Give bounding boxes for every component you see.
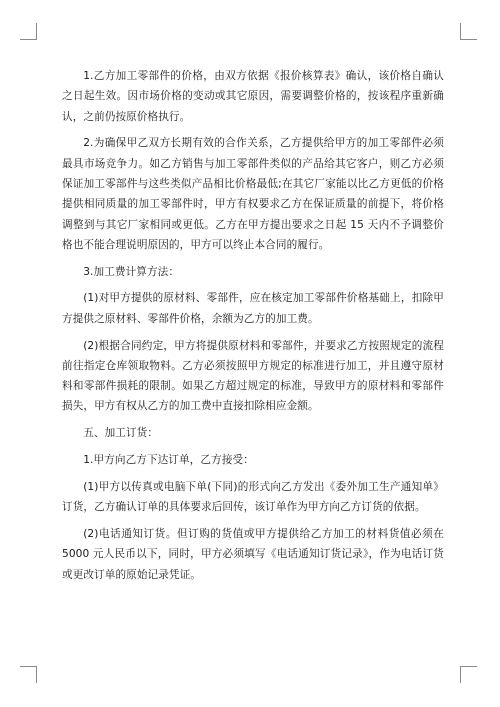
section-heading-ordering: 五、加工订货： (83, 427, 159, 440)
document-body (62, 66, 444, 591)
paragraph-fee-calc-1: (1)对甲方提供的原材料、零部件，应在核定加工零部件价格基础上，扣除甲方提供之原材料、零部件价格，余额为乙方的加工费。 (62, 292, 444, 325)
paragraph-order-issuance: 1.甲方向乙方下达订单，乙方接受： (83, 454, 254, 467)
paragraph-fee-calc-2: (2)根据合同约定，甲方将提供原材料和零部件，并要求乙方按照规定的流程前往指定仓库领取物料。乙方必须按照甲方规定的标准进行加工，并且遵守原材料和零部件损耗的限制。如果乙方超过规定的标准，导致甲方的原材料和零部件损失，甲方有权从乙方的加工费中直接扣除相应金额。 (62, 339, 444, 413)
paragraph-order-fax: (1)甲方以传真或电脑下单(下同)的形式向乙方发出《委外加工生产通知单》订货，乙方确认订单的具体要求后回传，该订单作为甲方向乙方订货的依据。 (62, 480, 444, 514)
crop-mark-top-right (460, 23, 477, 40)
crop-mark-bottom-right (460, 666, 477, 683)
crop-mark-top-left (20, 23, 37, 40)
crop-mark-bottom-left (20, 666, 37, 683)
paragraph-price-confirmation: 1.乙方加工零部件的价格，由双方依据《报价核算表》确认，该价格自确认之日起生效。因市场价格的变动或其它原因，需要调整价格的，按该程序重新确认，之前仍按原价格执行。 (62, 70, 444, 123)
paragraph-order-phone: (2)电话通知订货。但订购的货值或甲方提供给乙方加工的材料货值必须在 5000 元人民币以下，同时，甲方必须填写《电话通知订货记录》，作为电话订货或更改订单的原始记录凭证。 (62, 527, 444, 581)
paragraph-competitive-price: 2.为确保甲乙双方长期有效的合作关系，乙方提供给甲方的加工零部件必须最具市场竞争力。如乙方销售与加工零部件类似的产品给其它客户，则乙方必须保证加工零部件与这些类似产品相比价格最低;在其它厂家能以比乙方更低的价格提供相同质量的加工零部件时，甲方有权要求乙方在保证质量的前提下，将价格调整到与其它厂家相同或更低。乙方在甲方提出要求之日起 15 天内不予调整价格也不能合理说明原因的，甲方可以终止本合同的履行。 (62, 137, 444, 251)
paragraph-fee-calc-heading: 3.加工费计算方法： (83, 265, 180, 278)
